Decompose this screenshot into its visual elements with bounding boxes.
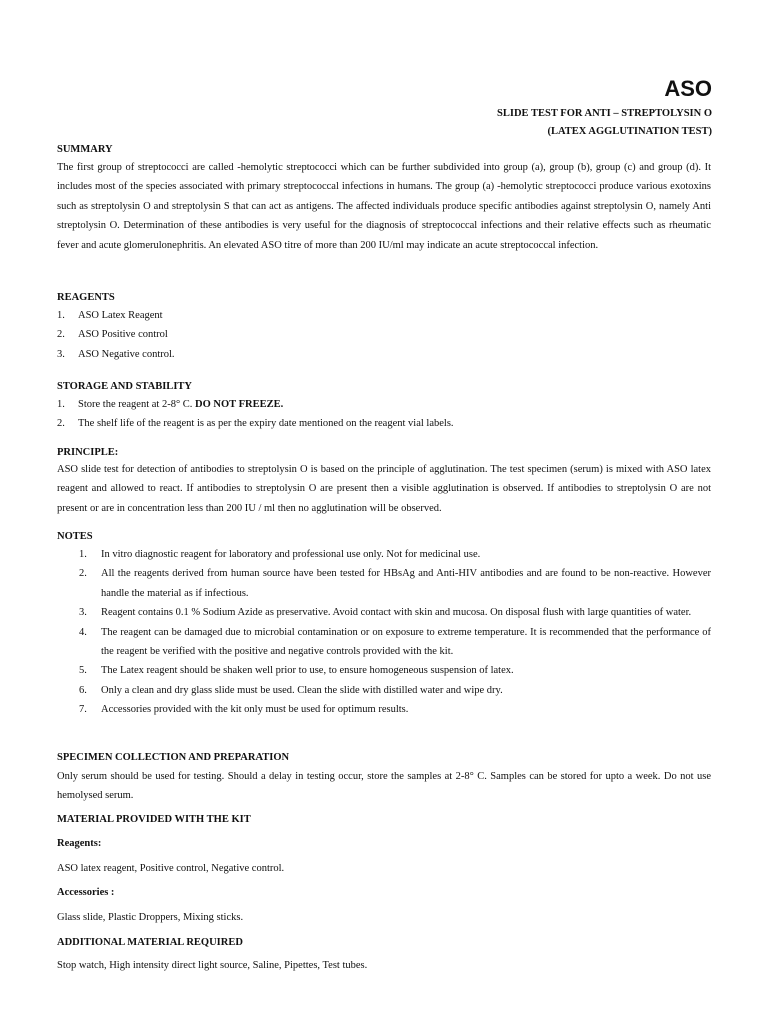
list-item: 2. The shelf life of the reagent is as per the expiry date mentioned on the reagent vial labels. (57, 418, 454, 430)
reagents-list (57, 306, 711, 364)
material-accessories-label: Accessories : (57, 887, 115, 898)
document-title: ASO (664, 76, 712, 101)
document-subtitle-test-type: (LATEX AGGLUTINATION TEST) (547, 126, 712, 137)
notes-heading: NOTES (57, 531, 93, 542)
notes-list (79, 545, 711, 720)
material-reagents-text: ASO latex reagent, Positive control, Negative control. (57, 863, 285, 874)
list-item: 1. In vitro diagnostic reagent for laboratory and professional use only. Not for medicinal use. (79, 549, 481, 560)
list-item: 2. All the reagents derived from human source have been tested for HBsAg and Anti-HIV antibodies and are found to be non-reactive. However handle the material as if infectious. (79, 568, 711, 599)
material-reagents-label: Reagents: (57, 838, 102, 849)
principle-paragraph: ASO slide test for detection of antibodies to streptolysin O is based on the principle of agglutination. The test specimen (serum) is mixed with ASO latex reagent and allowed to react. If antibodies to streptolysin O are present then a visible agglutination is observed. If antibodies to streptolysin O are not present or are in concentration less than 200 IU / ml then no agglutination will be observed. (57, 464, 711, 514)
list-item: 5. The Latex reagent should be shaken well prior to use, to ensure homogeneous suspension of latex. (79, 665, 514, 677)
list-item: 3. ASO Negative control. (57, 348, 175, 360)
list-item: 3. Reagent contains 0.1 % Sodium Azide as preservative. Avoid contact with skin and mucosa. On disposal flush with large quantities of water. (79, 607, 692, 619)
list-item: 6. Only a clean and dry glass slide must be used. Clean the slide with distilled water and wipe dry. (79, 684, 503, 696)
reagents-heading: REAGENTS (57, 292, 115, 303)
storage-heading: STORAGE AND STABILITY (57, 381, 192, 392)
list-item: 7. Accessories provided with the kit only must be used for optimum results. (79, 704, 409, 716)
additional-heading: ADDITIONAL MATERIAL REQUIRED (57, 937, 243, 948)
document-subtitle: SLIDE TEST FOR ANTI – STREPTOLYSIN O (497, 108, 712, 119)
list-item: 1. Store the reagent at 2-8° C. DO NOT FREEZE. (57, 399, 284, 410)
list-item: 1. ASO Latex Reagent (57, 310, 163, 321)
specimen-heading: SPECIMEN COLLECTION AND PREPARATION (57, 752, 290, 763)
summary-heading: SUMMARY (57, 144, 113, 155)
material-heading: MATERIAL PROVIDED WITH THE KIT (57, 814, 251, 825)
storage-list (57, 395, 711, 434)
material-accessories-text: Glass slide, Plastic Droppers, Mixing sticks. (57, 912, 244, 923)
specimen-paragraph: Only serum should be used for testing. Should a delay in testing occur, store the samples at 2-8° C. Samples can be stored for upto a week. Do not use hemolysed serum. (57, 771, 711, 802)
additional-text: Stop watch, High intensity direct light source, Saline, Pipettes, Test tubes. (57, 960, 368, 971)
principle-heading: PRINCIPLE: (57, 447, 119, 458)
summary-paragraph: The first group of streptococci are called -hemolytic streptococci which can be further subdivided into group (a), group (b), group (c) and group (d). It includes most of the species associated with primary streptococcal infections in humans. The group (a) -hemolytic streptococci produce various exotoxins such as streptolysin O and streptolysin S that can act as antigens. The affected individuals produce specific antibodies against streptolysin O, namely Anti streptolysin O. Determination of these antibodies is very useful for the diagnosis of streptococcal infections and their relative effects such as rheumatic fever and acute glomerulonephritis. An elevated ASO titre of more than 200 IU/ml may indicate an acute streptococcal infection. (57, 162, 711, 251)
list-item: 2. ASO Positive control (57, 329, 168, 341)
list-item: 4. The reagent can be damaged due to microbial contamination or on exposure to extreme temperature. It is recommended that the performance of the reagent be verified with the positive and negative controls provided with the kit. (79, 626, 711, 658)
